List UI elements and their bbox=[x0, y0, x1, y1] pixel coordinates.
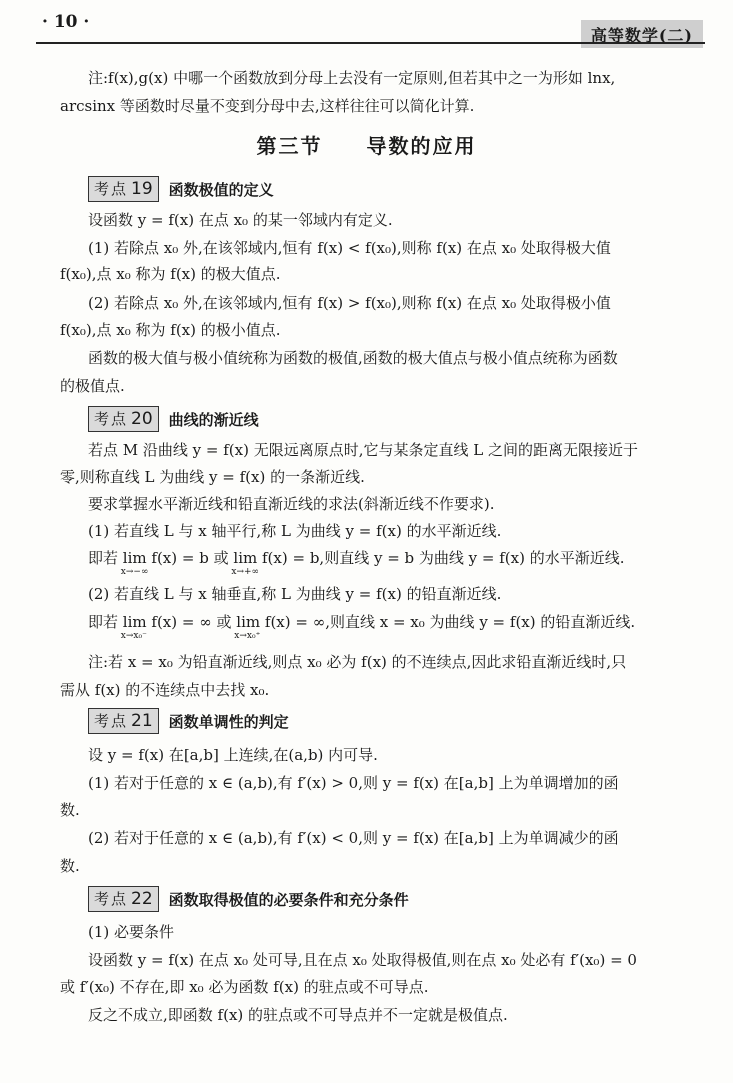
kaodian-badge-word: 考点 bbox=[94, 410, 129, 428]
limit-operator bbox=[120, 612, 147, 641]
text-segment: f(x) = ∞ 或 bbox=[151, 613, 232, 631]
kd20-line-4: (1) 若直线 L 与 x 轴平行,称 L 为曲线 y = f(x) 的水平渐近线. bbox=[88, 522, 502, 540]
lim-word: lim bbox=[233, 549, 258, 567]
kd20-line-2: 零,则称直线 L 为曲线 y = f(x) 的一条渐近线. bbox=[60, 468, 365, 486]
section-title: 第三节 导数的应用 bbox=[256, 134, 477, 158]
kd20-line-5 bbox=[88, 548, 694, 577]
text-segment: f(x) = ∞,则直线 x = x₀ 为曲线 y = f(x) 的铅直渐近线. bbox=[264, 613, 636, 631]
lim-word: lim bbox=[236, 613, 261, 631]
kd22-line-1: (1) 必要条件 bbox=[88, 923, 175, 941]
kaodian-title: 函数单调性的判定 bbox=[168, 712, 289, 731]
intro-note-line-1: 注:f(x),g(x) 中哪一个函数放到分母上去没有一定原则,但若其中之一为形如 lnx, bbox=[88, 69, 616, 87]
kd22-line-3: 或 f′(x₀) 不存在,即 x₀ 必为函数 f(x) 的驻点或不可导点. bbox=[60, 978, 429, 996]
kd21-line-4: (2) 若对于任意的 x ∈ (a,b),有 f′(x) < 0,则 y = f(x) 在[a,b] 上为单调减少的函 bbox=[88, 829, 619, 847]
kaodian-badge-word: 考点 bbox=[94, 890, 129, 908]
kaodian-badge-number: 20 bbox=[131, 409, 153, 429]
kaodian-title: 曲线的渐近线 bbox=[168, 410, 259, 429]
kd19-line-7: 的极值点. bbox=[60, 377, 125, 395]
kd20-line-3: 要求掌握水平渐近线和铅直渐近线的求法(斜渐近线不作要求). bbox=[88, 495, 495, 513]
kaodian-20-heading bbox=[88, 406, 259, 432]
kd21-line-2: (1) 若对于任意的 x ∈ (a,b),有 f′(x) > 0,则 y = f(x) 在[a,b] 上为单调增加的函 bbox=[88, 774, 619, 792]
kd22-line-4: 反之不成立,即函数 f(x) 的驻点或不可导点并不一定就是极值点. bbox=[88, 1006, 508, 1024]
lim-word: lim bbox=[122, 613, 147, 631]
kaodian-title: 函数极值的定义 bbox=[168, 180, 274, 199]
kd19-line-1: 设函数 y = f(x) 在点 x₀ 的某一邻域内有定义. bbox=[88, 211, 393, 229]
kd19-line-4: (2) 若除点 x₀ 外,在该邻域内,恒有 f(x) > f(x₀),则称 f(x) 在点 x₀ 处取得极小值 bbox=[88, 294, 611, 312]
kd19-line-2: (1) 若除点 x₀ 外,在该邻域内,恒有 f(x) < f(x₀),则称 f(x) 在点 x₀ 处取得极大值 bbox=[88, 239, 611, 257]
kd19-line-3: f(x₀),点 x₀ 称为 f(x) 的极大值点. bbox=[60, 265, 281, 283]
limit-subscript: x→−∞ bbox=[120, 567, 149, 577]
limit-subscript: x→x₀⁺ bbox=[234, 631, 261, 641]
kaodian-badge-number: 19 bbox=[131, 179, 153, 199]
kd21-line-1: 设 y = f(x) 在[a,b] 上连续,在(a,b) 内可导. bbox=[88, 746, 378, 764]
kaodian-19-heading bbox=[88, 176, 274, 202]
limit-operator bbox=[234, 612, 261, 641]
kaodian-badge bbox=[88, 886, 159, 912]
kd20-line-8: 注:若 x = x₀ 为铅直渐近线,则点 x₀ 必为 f(x) 的不连续点,因此求铅直渐近线时,只 bbox=[88, 653, 627, 671]
kaodian-badge-number: 21 bbox=[131, 711, 153, 731]
limit-subscript: x→x₀⁻ bbox=[120, 631, 147, 641]
kaodian-badge bbox=[88, 406, 159, 432]
header-rule bbox=[36, 42, 705, 44]
limit-subscript: x→+∞ bbox=[231, 567, 260, 577]
limit-operator bbox=[231, 548, 260, 577]
kd20-line-1: 若点 M 沿曲线 y = f(x) 无限远离原点时,它与某条定直线 L 之间的距离无限接近于 bbox=[88, 441, 638, 459]
kd20-line-9: 需从 f(x) 的不连续点中去找 x₀. bbox=[60, 681, 270, 699]
kd20-line-7 bbox=[88, 612, 694, 641]
kd19-line-6: 函数的极大值与极小值统称为函数的极值,函数的极大值点与极小值点统称为函数 bbox=[88, 349, 618, 367]
kaodian-badge bbox=[88, 176, 159, 202]
kd21-line-5: 数. bbox=[60, 857, 80, 875]
book-title: 高等数学(二) bbox=[581, 20, 703, 48]
kaodian-title: 函数取得极值的必要条件和充分条件 bbox=[168, 890, 409, 909]
kd22-line-2: 设函数 y = f(x) 在点 x₀ 处可导,且在点 x₀ 处取得极值,则在点 x₀ 处必有 f′(x₀) = 0 bbox=[88, 951, 637, 969]
limit-operator bbox=[120, 548, 149, 577]
text-segment: f(x) = b 或 bbox=[151, 549, 229, 567]
kaodian-badge-word: 考点 bbox=[94, 712, 129, 730]
text-segment: f(x) = b,则直线 y = b 为曲线 y = f(x) 的水平渐近线. bbox=[262, 549, 625, 567]
kd19-line-5: f(x₀),点 x₀ 称为 f(x) 的极小值点. bbox=[60, 321, 281, 339]
kaodian-21-heading bbox=[88, 708, 289, 734]
text-segment: 即若 bbox=[88, 613, 119, 631]
kaodian-22-heading bbox=[88, 886, 409, 912]
page-number: · 10 · bbox=[42, 12, 90, 32]
kd21-line-3: 数. bbox=[60, 801, 80, 819]
kaodian-badge-word: 考点 bbox=[94, 180, 129, 198]
kd20-line-6: (2) 若直线 L 与 x 轴垂直,称 L 为曲线 y = f(x) 的铅直渐近线. bbox=[88, 585, 502, 603]
kaodian-badge-number: 22 bbox=[131, 889, 153, 909]
text-segment: 即若 bbox=[88, 549, 119, 567]
intro-note-line-2: arcsinx 等函数时尽量不变到分母中去,这样往往可以简化计算. bbox=[60, 97, 475, 115]
lim-word: lim bbox=[122, 549, 147, 567]
kaodian-badge bbox=[88, 708, 159, 734]
